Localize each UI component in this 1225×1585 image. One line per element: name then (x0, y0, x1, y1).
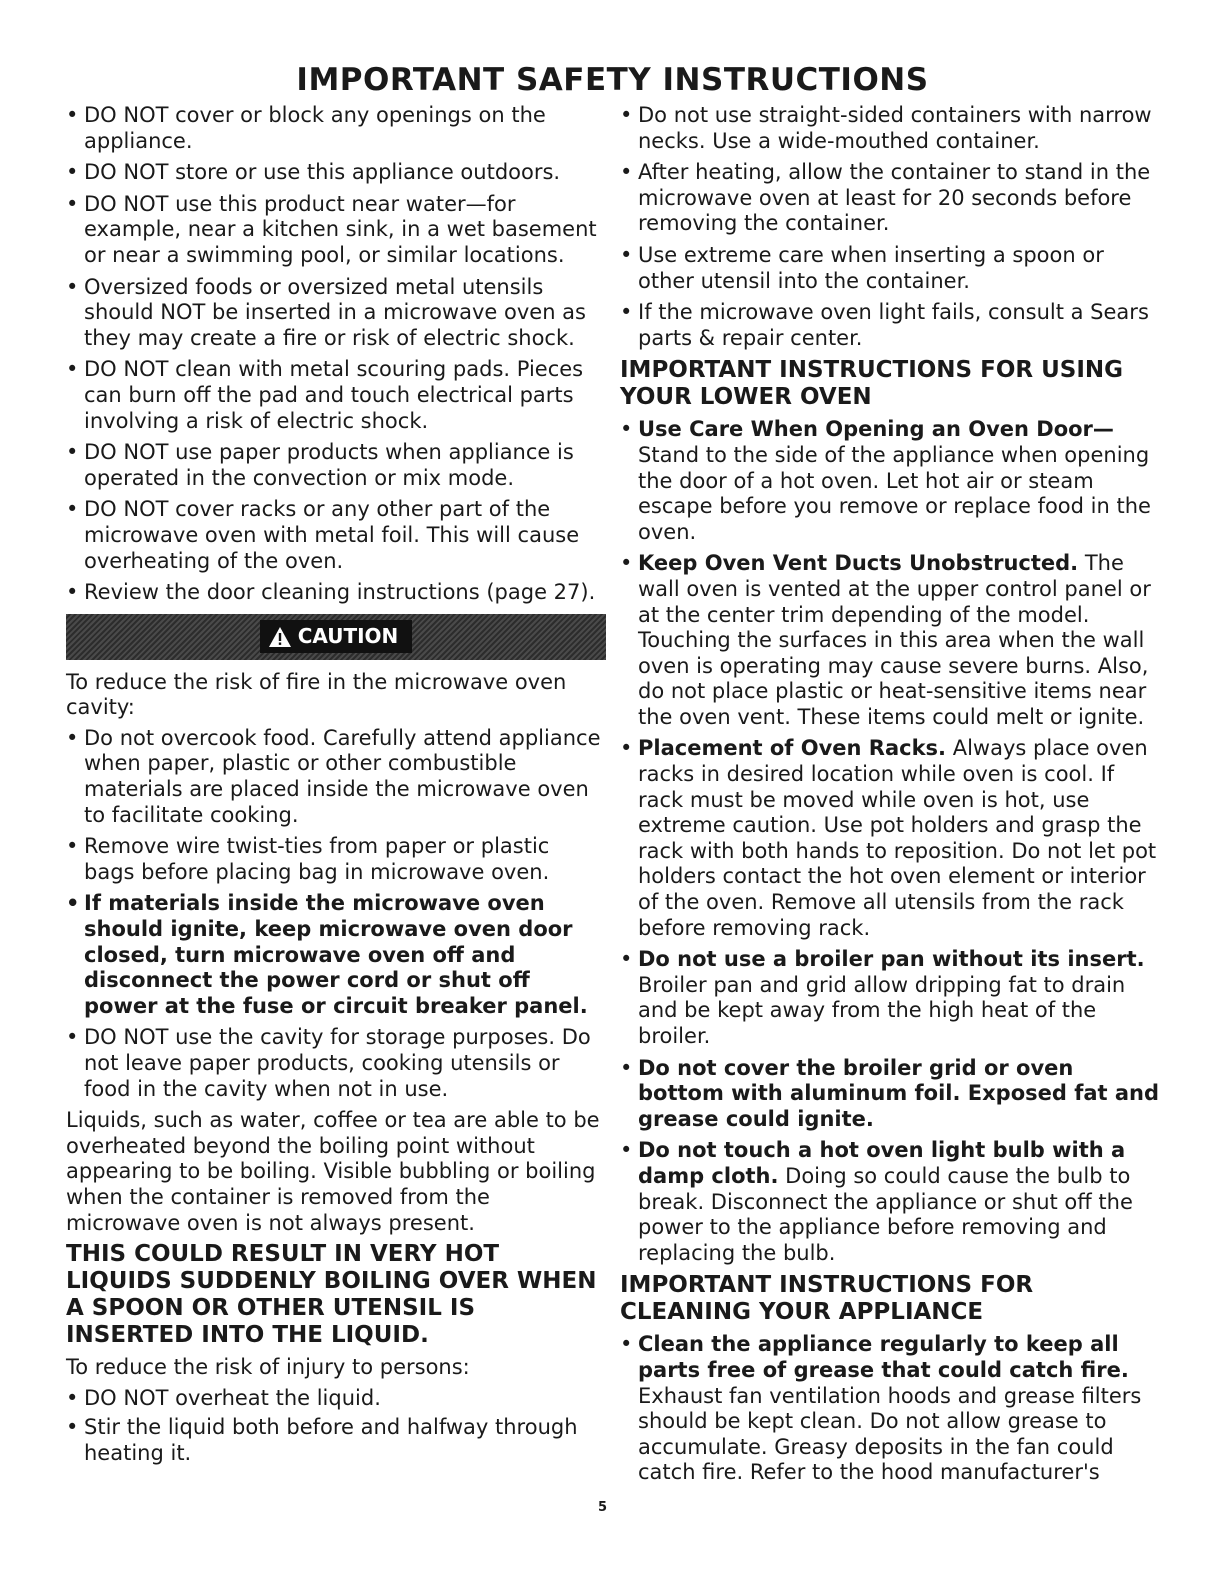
item-text: Broiler pan and grid allow dripping fat to drain and be kept away from the high heat of the broiler. (638, 972, 1126, 1048)
container-safety-list (620, 103, 1160, 351)
list-item: • Do not overcook food. Carefully attend appliance when paper, plastic or other combustible materials are placed inside the microwave oven to facilitate cooking. (66, 726, 606, 828)
injury-list (66, 1386, 606, 1467)
right-column (620, 103, 1160, 1492)
item-text: Doing so could cause the bulb to break. Disconnect the appliance or shut off the power to the appliance before removing and replacing the bulb. (638, 1163, 1133, 1265)
page-title: IMPORTANT SAFETY INSTRUCTIONS (296, 62, 929, 98)
item-text: Stand to the side of the appliance when opening the door of a hot oven. Let hot air or steam escape before you remove or replace food in the oven. (638, 442, 1151, 544)
list-item: • Stir the liquid both before and halfway through heating it. (66, 1415, 606, 1466)
list-item: • After heating, allow the container to stand in the microwave oven at least for 20 seconds before removing the container. (620, 160, 1160, 237)
lower-oven-list (620, 417, 1160, 1266)
list-item: • If the microwave oven light fails, consult a Sears parts & repair center. (620, 300, 1160, 351)
item-lead: Placement of Oven Racks. (638, 736, 947, 761)
page-number: 5 (598, 1500, 608, 1515)
list-item (620, 1056, 1160, 1133)
list-item: • Review the door cleaning instructions (page 27). (66, 580, 606, 606)
item-lead: Do not use a broiler pan without its insert. (638, 947, 1145, 972)
caution-list (66, 726, 606, 1102)
section-heading-lower-oven: IMPORTANT INSTRUCTIONS FOR USING YOUR LOWER OVEN (620, 357, 1124, 411)
list-item: • DO NOT clean with metal scouring pads. Pieces can burn off the pad and touch electrical parts involving a risk of electric shock. (66, 357, 606, 434)
liquids-paragraph: Liquids, such as water, coffee or tea are able to be overheated beyond the boiling point without appearing to be boiling. Visible bubbling or boiling when the container is removed from the microwave oven is not always present. (66, 1108, 600, 1235)
list-item: • Remove wire twist-ties from paper or plastic bags before placing bag in microwave oven. (66, 834, 606, 885)
left-column (66, 103, 606, 1471)
item-lead: Clean the appliance regularly to keep all parts free of grease that could catch fire. (638, 1332, 1129, 1382)
list-item (620, 1138, 1160, 1266)
section-heading-cleaning: IMPORTANT INSTRUCTIONS FOR CLEANING YOUR APPLIANCE (620, 1272, 1034, 1326)
list-item (620, 1332, 1160, 1486)
list-item (620, 947, 1160, 1049)
item-lead: Use Care When Opening an Oven Door— (638, 417, 1114, 442)
list-item: • DO NOT use the cavity for storage purposes. Do not leave paper products, cooking utensils or food in the cavity when not in use. (66, 1025, 606, 1102)
warning-triangle-icon (268, 626, 292, 648)
caution-label (260, 620, 413, 654)
cleaning-list (620, 1332, 1160, 1486)
list-item (620, 417, 1160, 545)
list-item (620, 551, 1160, 730)
item-text: The wall oven is vented at the upper control panel or at the center trim depending of the model. Touching the surfaces in this area when the wall oven is operating may cause severe burns. Also, do not place plastic or heat-sensitive items near the oven vent. These items could melt or ignite. (638, 551, 1151, 729)
item-lead: Do not cover the broiler grid or oven bottom with aluminum foil. Exposed fat and grease could ignite. (638, 1055, 1160, 1131)
list-item: • DO NOT cover racks or any other part of the microwave oven with metal foil. This will cause overheating of the oven. (66, 497, 606, 574)
general-safety-list (66, 103, 606, 606)
list-item: • DO NOT use paper products when appliance is operated in the convection or mix mode. (66, 440, 606, 491)
caution-banner (66, 614, 606, 660)
list-item: • DO NOT use this product near water—for example, near a kitchen sink, in a wet basement or near a swimming pool, or similar locations. (66, 192, 606, 269)
list-item: • DO NOT cover or block any openings on the appliance. (66, 103, 606, 154)
list-item: • DO NOT overheat the liquid. (66, 1386, 606, 1412)
list-item: • Do not use straight-sided containers with narrow necks. Use a wide-mouthed container. (620, 103, 1160, 154)
item-text: Always place oven racks in desired location while oven is cool. If rack must be moved while oven is hot, use extreme caution. Use pot holders and grasp the rack with both hands to reposition. Do not let pot holders contact the hot oven element or interior of the oven. Remove all utensils from the rack before removing rack. (638, 736, 1157, 940)
injury-intro: To reduce the risk of injury to persons: (66, 1355, 470, 1380)
item-lead: Keep Oven Vent Ducts Unobstructed. (638, 551, 1079, 576)
list-item: • Oversized foods or oversized metal utensils should NOT be inserted in a microwave oven as they may create a fire or risk of electric shock. (66, 275, 606, 352)
list-item: • Use extreme care when inserting a spoon or other utensil into the container. (620, 243, 1160, 294)
caution-text: CAUTION (297, 623, 399, 648)
liquids-warning: THIS COULD RESULT IN VERY HOT LIQUIDS SUDDENLY BOILING OVER WHEN A SPOON OR OTHER UTENSIL IS INSERTED INTO THE LIQUID. (66, 1241, 597, 1349)
item-text: Exhaust fan ventilation hoods and grease filters should be kept clean. Do not allow grease to accumulate. Greasy deposits in the fan could catch fire. Refer to the hood manufacturer's (638, 1383, 1142, 1485)
list-item: • DO NOT store or use this appliance outdoors. (66, 160, 606, 186)
caution-intro: To reduce the risk of fire in the microwave oven cavity: (66, 669, 567, 720)
item-lead: Do not touch a hot oven light bulb with a damp cloth. (638, 1138, 1126, 1188)
list-item-emphasis: • If materials inside the microwave oven should ignite, keep microwave oven door closed, turn microwave oven off and disconnect the power cord or shut off power at the fuse or circuit breaker panel. (66, 891, 606, 1019)
list-item (620, 736, 1160, 941)
